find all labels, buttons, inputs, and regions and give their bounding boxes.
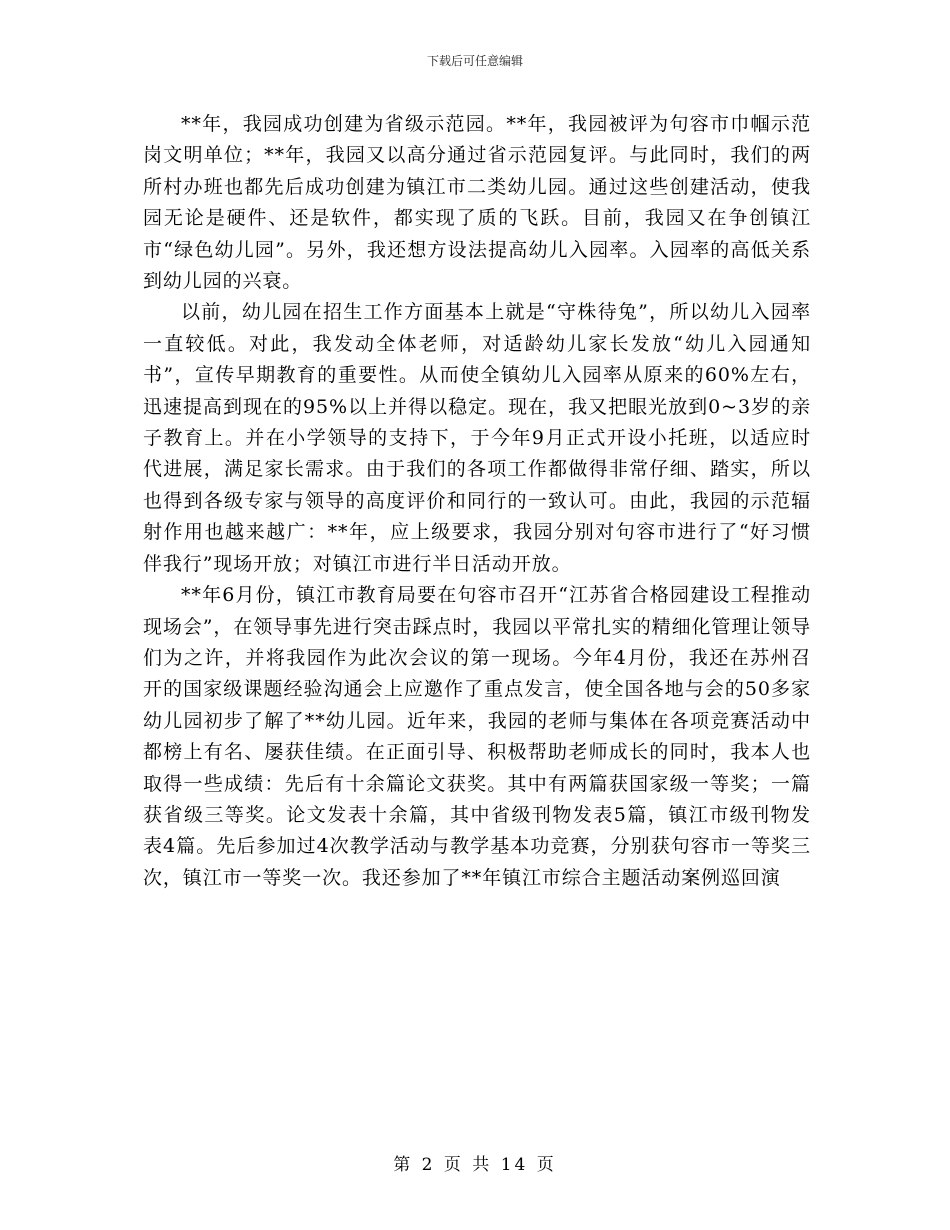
document-body [143, 109, 811, 894]
paragraph-2: 以前，幼儿园在招生工作方面基本上就是“守株待兔”，所以幼儿入园率一直较低。对此，我发动全体老师，对适龄幼儿家长发放“幼儿入园通知书”，宣传早期教育的重要性。从而使全镇幼儿入园率从原来的60%左右，迅速提高到现在的95%以上并得以稳定。现在，我又把眼光放到0~3岁的亲子教育上。并在小学领导的支持下，于今年9月正式开设小托班，以适应时代进展，满足家长需求。由于我们的各项工作都做得非常仔细、踏实，所以也得到各级专家与领导的高度评价和同行的一致认可。由此，我园的示范辐射作用也越来越广：**年，应上级要求，我园分别对句容市进行了“好习惯伴我行”现场开放；对镇江市进行半日活动开放。 [143, 301, 811, 575]
page-number: 第 2 页 共 14 页 [393, 1155, 557, 1175]
paragraph-3: **年6月份，镇江市教育局要在句容市召开“江苏省合格园建设工程推动现场会”，在领导事先进行突击踩点时，我园以平常扎实的精细化管理让领导们为之许，并将我园作为此次会议的第一现场。今年4月份，我还在苏州召开的国家级课题经验沟通会上应邀作了重点发言，使全国各地与会的50多家幼儿园初步了解了**幼儿园。近年来，我园的老师与集体在各项竞赛活动中都榜上有名、屡获佳绩。在正面引导、积极帮助老师成长的同时，我本人也取得一些成绩：先后有十余篇论文获奖。其中有两篇获国家级一等奖；一篇获省级三等奖。论文发表十余篇，其中省级刊物发表5篇，镇江市级刊物发表4篇。先后参加过4次教学活动与教学基本功竞赛，分别获句容市一等奖三次，镇江市一等奖一次。我还参加了**年镇江市综合主题活动案例巡回演 [143, 584, 811, 889]
page-header: 下载后可任意编辑 [426, 54, 523, 68]
paragraph-1: **年，我园成功创建为省级示范园。**年，我园被评为句容市巾帼示范岗文明单位；**年，我园又以高分通过省示范园复评。与此同时，我们的两所村办班也都先后成功创建为镇江市二类幼儿园。通过这些创建活动，使我园无论是硬件、还是软件，都实现了质的飞跃。目前，我园又在争创镇江市“绿色幼儿园”。另外，我还想方设法提高幼儿入园率。入园率的高低关系到幼儿园的兴衰。 [143, 113, 811, 293]
